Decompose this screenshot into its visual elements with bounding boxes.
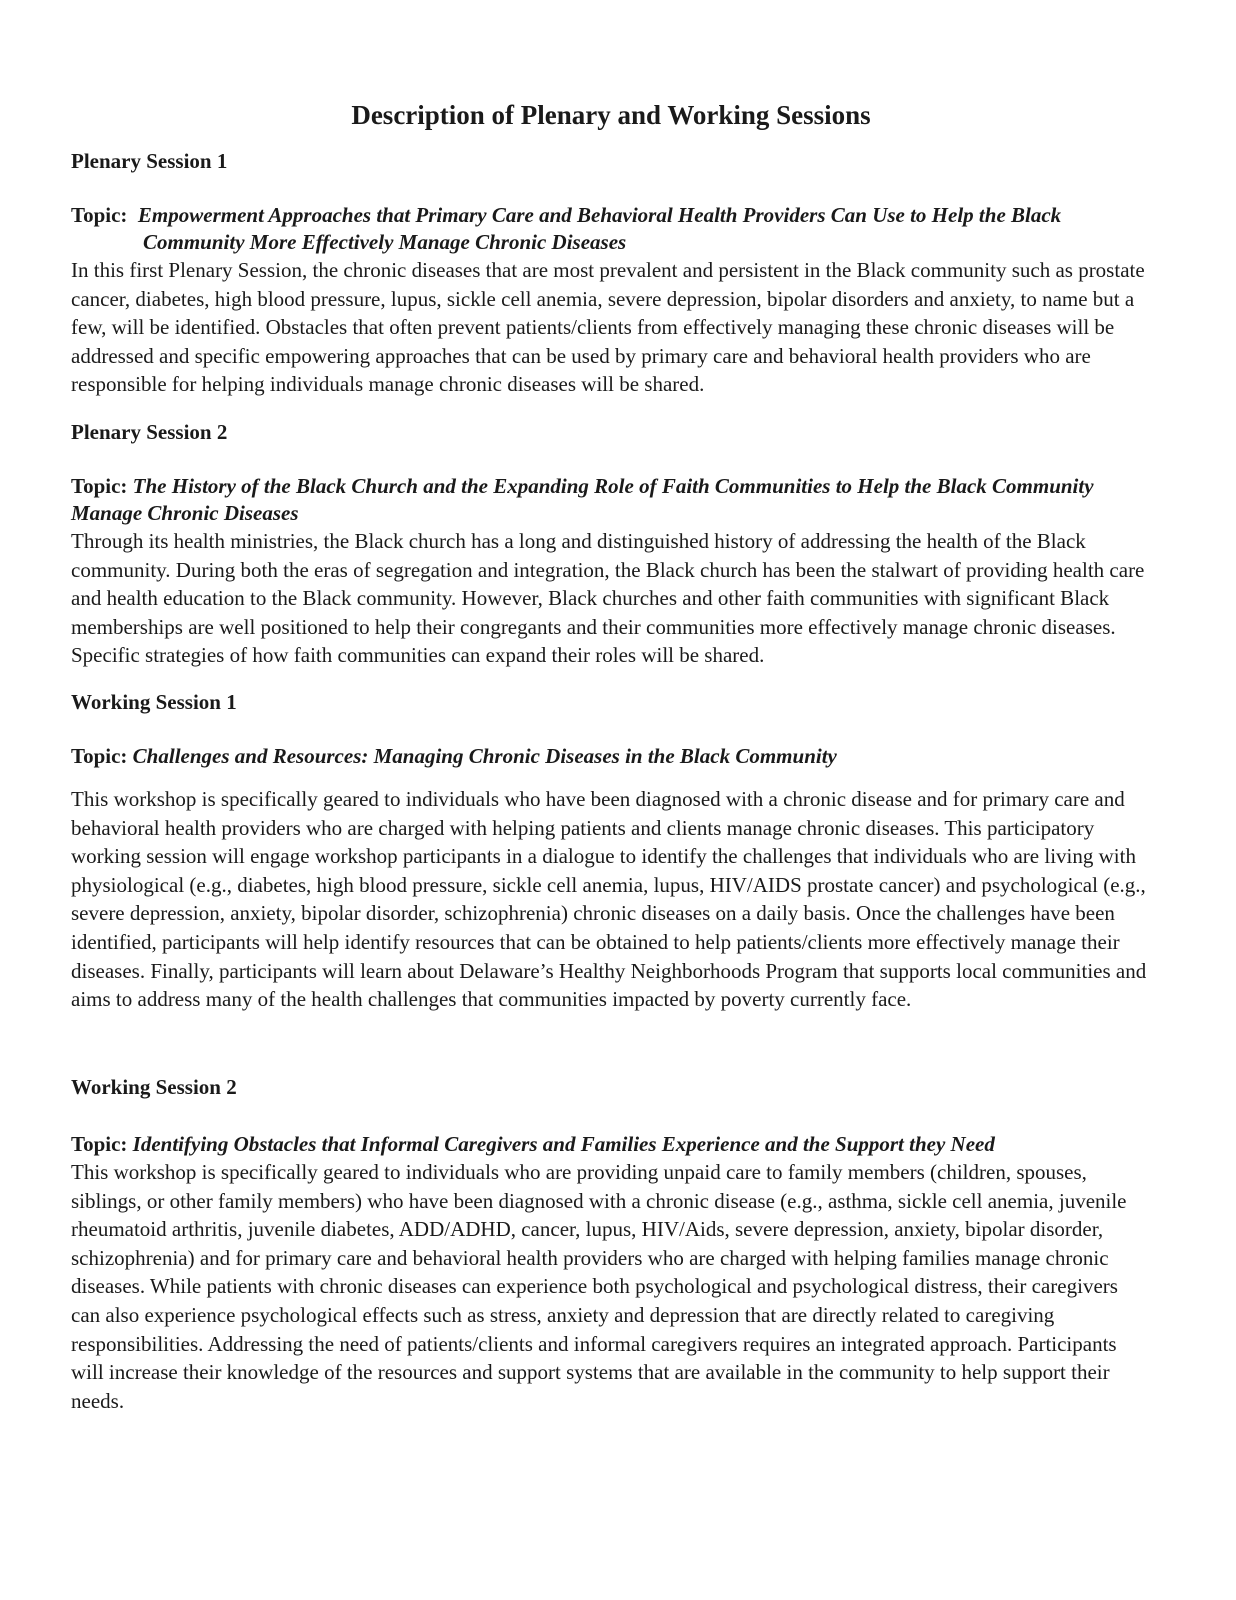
session-description-plenary-2: Through its health ministries, the Black church has a long and distinguished history of addressing the health of the Black community. During both the eras of segregation and integration, the Black church has been the stalwart of providing health care and health education to the Black community. However, Black churches and other faith communities with significant Black memberships are well positioned to help their congregants and their communities more effectively manage chronic diseases. Specific strategies of how faith communities can expand their roles will be shared.	[71, 529, 1145, 668]
session-heading-plenary-1: Plenary Session 1	[71, 149, 228, 173]
session-topic-plenary-1	[71, 202, 1151, 256]
session-heading-working-2: Working Session 2	[71, 1075, 237, 1099]
topic-text: Empowerment Approaches that Primary Care and Behavioral Health Providers Can Use to Help the Black Community More Effectively Manage Chronic Diseases	[137, 203, 1062, 254]
session-heading-plenary-2: Plenary Session 2	[71, 420, 228, 444]
session-topic-working-1	[71, 743, 1151, 770]
session-topic-plenary-2	[71, 473, 1151, 527]
session-description-working-1: This workshop is specifically geared to individuals who have been diagnosed with a chronic disease and for primary care and behavioral health providers who are charged with helping patients and clients manage chronic diseases. This participatory working session will engage workshop participants in a dialogue to identify the challenges that individuals who are living with physiological (e.g., diabetes, high blood pressure, sickle cell anemia, lupus, HIV/AIDS prostate cancer) and psychological (e.g., severe depression, anxiety, bipolar disorder, schizophrenia) chronic diseases on a daily basis. Once the challenges have been identified, participants will help identify resources that can be obtained to help patients/clients more effectively manage their diseases. Finally, participants will learn about Delaware’s Healthy Neighborhoods Program that supports local communities and aims to address many of the health challenges that communities impacted by poverty currently face.	[71, 787, 1147, 1012]
topic-text: Challenges and Resources: Managing Chronic Diseases in the Black Community	[132, 744, 837, 768]
session-topic-working-2	[71, 1131, 1151, 1158]
session-heading-working-1: Working Session 1	[71, 690, 237, 714]
topic-text: Identifying Obstacles that Informal Caregivers and Families Experience and the Support they Need	[132, 1132, 995, 1156]
topic-label: Topic:	[71, 203, 128, 227]
page-title: Description of Plenary and Working Sessions	[351, 100, 871, 130]
topic-label: Topic:	[71, 1132, 128, 1156]
session-description-working-2: This workshop is specifically geared to individuals who are providing unpaid care to family members (children, spouses, siblings, or other family members) who have been diagnosed with a chronic disease (e.g., asthma, sickle cell anemia, juvenile rheumatoid arthritis, juvenile diabetes, ADD/ADHD, cancer, lupus, HIV/Aids, severe depression, anxiety, bipolar disorder, schizophrenia) and for primary care and behavioral health providers who are charged with helping families manage chronic diseases. While patients with chronic diseases can experience both psychological and psychological distress, their caregivers can also experience psychological effects such as stress, anxiety and depression that are directly related to caregiving responsibilities. Addressing the need of patients/clients and informal caregivers requires an integrated approach. Participants will increase their knowledge of the resources and support systems that are available in the community to help support their needs.	[71, 1160, 1127, 1413]
topic-label: Topic:	[71, 474, 128, 498]
topic-label: Topic:	[71, 744, 128, 768]
session-description-plenary-1: In this first Plenary Session, the chronic diseases that are most prevalent and persistent in the Black community such as prostate cancer, diabetes, high blood pressure, lupus, sickle cell anemia, severe depression, bipolar disorders and anxiety, to name but a few, will be identified. Obstacles that often prevent patients/clients from effectively managing these chronic diseases will be addressed and specific empowering approaches that can be used by primary care and behavioral health providers who are responsible for helping individuals manage chronic diseases will be shared.	[71, 258, 1145, 397]
topic-text: The History of the Black Church and the Expanding Role of Faith Communities to Help the Black Community Manage Chronic Diseases	[71, 474, 1094, 525]
